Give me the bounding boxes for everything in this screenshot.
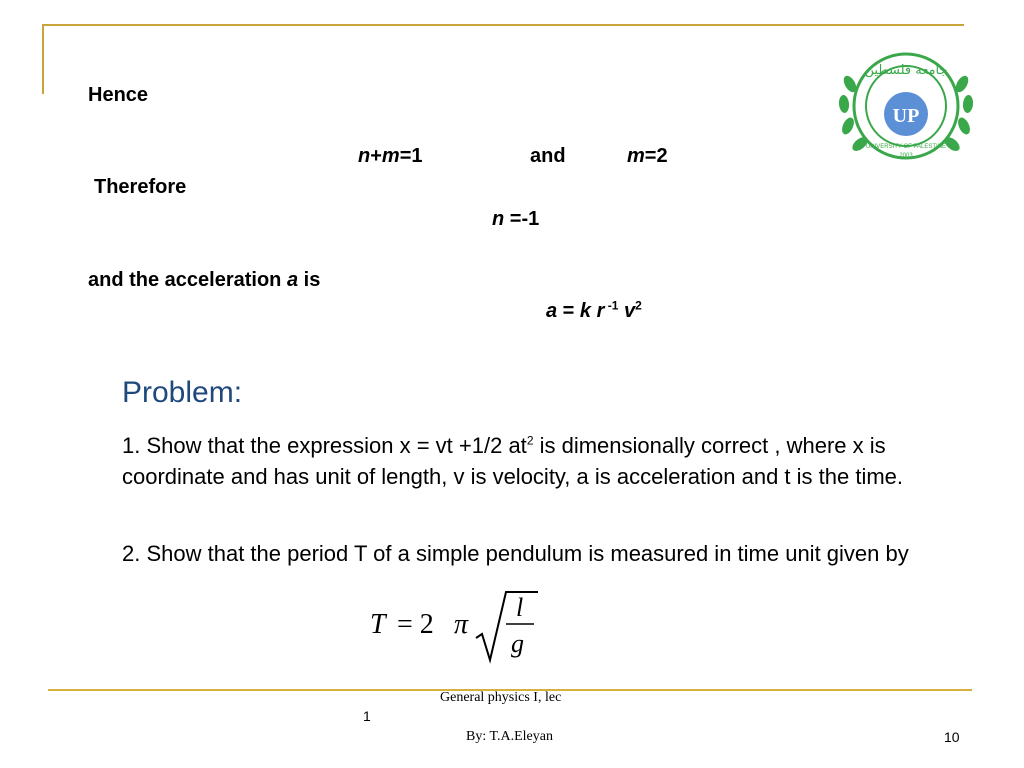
logo-initials: UP <box>892 105 920 127</box>
eq-k: k <box>579 300 592 322</box>
var-n2: n <box>492 208 505 230</box>
equation-m <box>627 145 668 168</box>
sqrt-sign <box>476 592 538 660</box>
acceleration-equation <box>546 300 642 323</box>
eq-v: v <box>623 300 636 322</box>
footer-lecture-number: 1 <box>363 708 371 724</box>
therefore-label: Therefore <box>94 176 187 198</box>
problem-1-text <box>122 430 922 492</box>
formula-den: g <box>511 629 524 658</box>
p1-part2: is dimensionally correct , where x is coordinate and has unit of length, v is velocity, a is acceleration and t is the time. <box>122 433 904 489</box>
equation-n <box>492 208 539 231</box>
var-m2: m <box>627 145 645 167</box>
var-m: m <box>381 145 400 167</box>
eq1-value: =1 <box>399 145 423 167</box>
logo-year: 2003 <box>899 153 913 159</box>
accel-suffix: is <box>298 269 321 291</box>
hence-label: Hence <box>88 84 149 106</box>
logo-arabic: جامعة فلسطين <box>864 63 948 78</box>
eq-n-value: =-1 <box>504 208 540 230</box>
plus-sign: + <box>370 145 382 167</box>
equation-n-plus-m <box>358 145 423 168</box>
formula-T: T <box>370 609 386 640</box>
accel-prefix: and the acceleration <box>88 269 287 291</box>
pendulum-formula <box>368 588 548 664</box>
eq-r-exp: -1 <box>604 298 619 313</box>
formula-pi: π <box>454 609 469 640</box>
footer-course: General physics I, lec <box>440 690 562 705</box>
problem-2-text: 2. Show that the period T of a simple pendulum is measured in time unit given by <box>122 541 909 566</box>
p1-part1: 1. Show that the expression x = vt +1/2 at <box>122 433 527 458</box>
footer-author: By: T.A.Eleyan <box>466 729 553 744</box>
university-logo <box>836 44 976 168</box>
top-frame-line <box>42 24 964 26</box>
eq-a: a <box>546 300 558 322</box>
eq-m-value: =2 <box>644 145 668 167</box>
problem-title: Problem: <box>122 376 243 409</box>
eq-v-exp: 2 <box>635 298 642 313</box>
logo-caption: UNIVERSITY OF PALESTINE <box>865 144 947 150</box>
acceleration-sentence <box>88 269 320 292</box>
and-word: and <box>530 145 566 167</box>
page-number: 10 <box>944 729 960 745</box>
eq-r: r <box>591 300 605 322</box>
var-a: a <box>286 269 299 291</box>
formula-eq: = 2 <box>390 609 434 640</box>
formula-num: l <box>516 593 524 622</box>
p1-exp: 2 <box>526 433 534 448</box>
eq-equals: = <box>557 300 580 322</box>
left-frame-line <box>42 24 44 94</box>
var-n: n <box>358 145 371 167</box>
